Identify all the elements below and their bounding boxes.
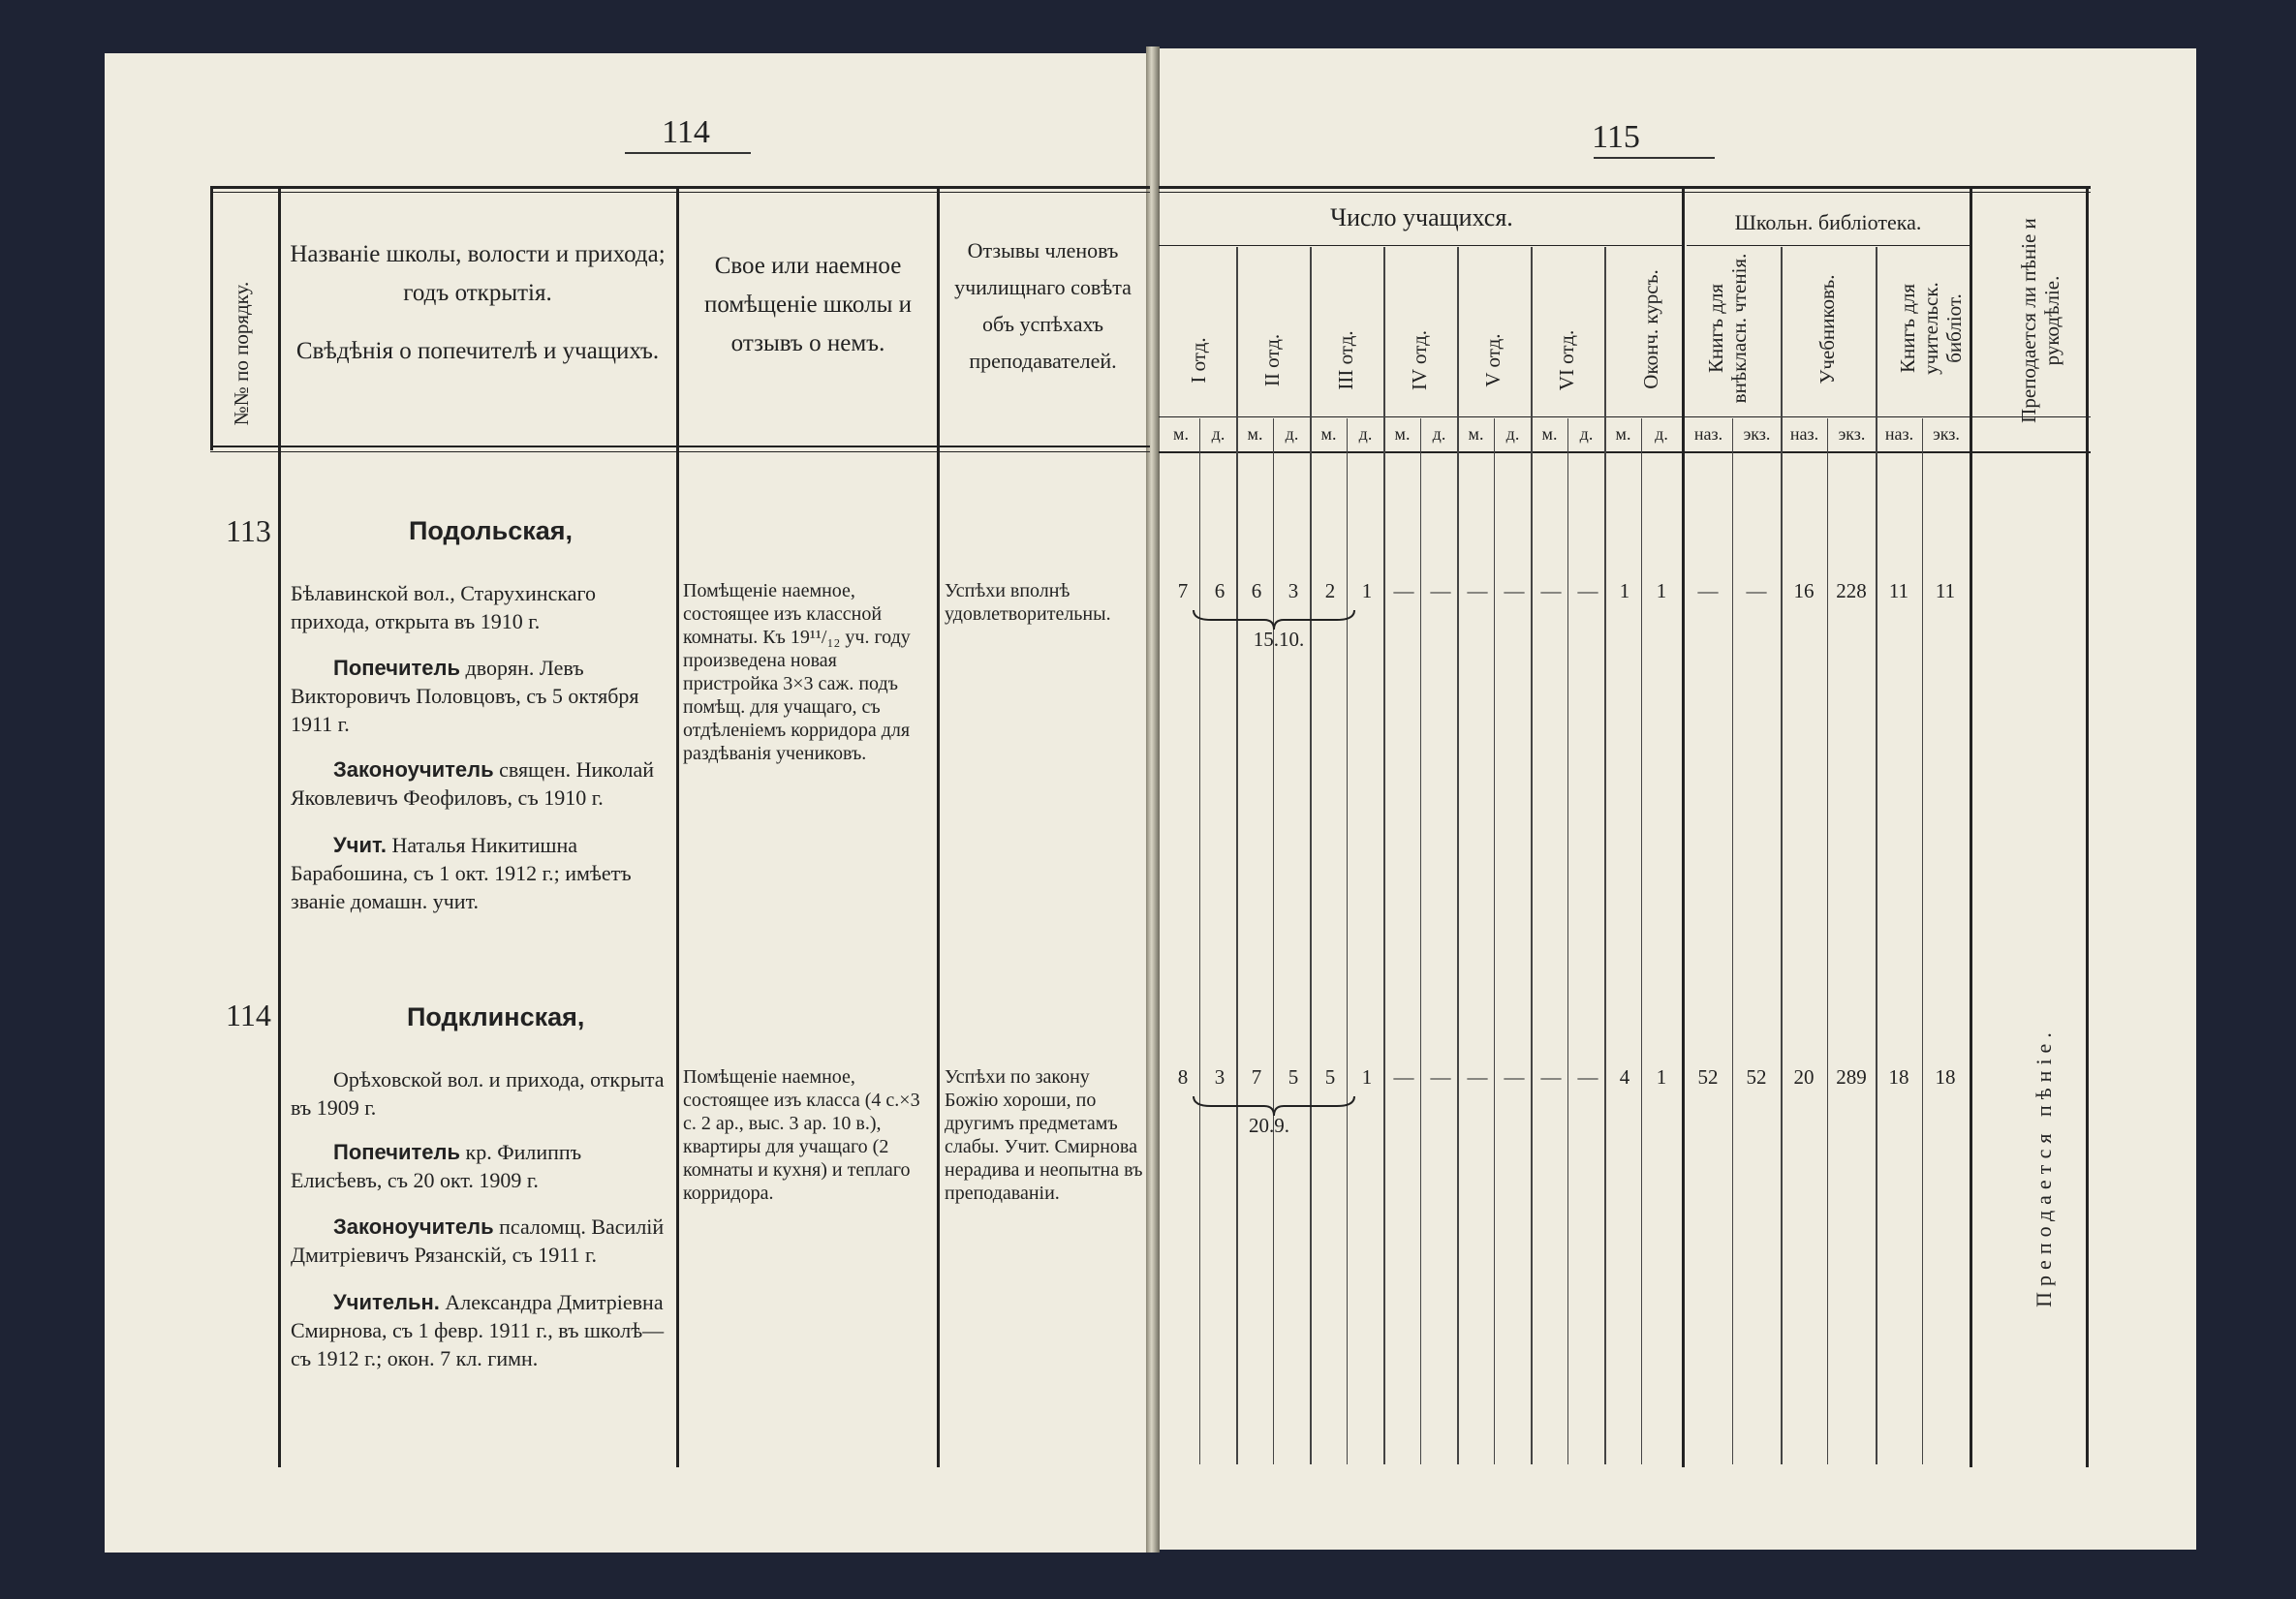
school-title: Подклинская, <box>407 1002 585 1031</box>
subheader-m: м. <box>1615 424 1631 444</box>
column-rule <box>1347 418 1348 1464</box>
header-grade-5: V отд. <box>1481 333 1505 387</box>
subheader-naz: наз. <box>1884 424 1914 444</box>
value-cell: 1 <box>1619 579 1630 602</box>
value-cell: 52 <box>1746 1065 1767 1089</box>
subheader-d: д. <box>1579 424 1594 444</box>
trustee-text: дворян. Левъ Викторовичъ Половцовъ, съ 5 октября 1911 г. <box>291 656 639 736</box>
header-grade-2: II отд. <box>1260 333 1284 387</box>
teacher-text: Александра Дмитріевна Смирнова, съ 1 февр. 1911 г., въ школѣ—съ 1912 г.; окон. 7 кл. гимн. <box>291 1290 665 1370</box>
teacher-label: Учительн. <box>333 1290 440 1314</box>
row-number: 114 <box>226 998 271 1032</box>
law-teacher-label: Законоучитель <box>333 1215 494 1239</box>
value-cell: — <box>1504 1065 1525 1089</box>
table-top-rule-thin <box>210 192 1150 193</box>
students-group-rule <box>1159 245 1682 246</box>
total-count: 20.9. <box>1249 1114 1289 1137</box>
singing-note: Преподается пѣніе. <box>2032 1027 2056 1307</box>
value-cell: — <box>1504 579 1525 602</box>
column-rule <box>210 189 213 450</box>
value-cell: 289 <box>1836 1065 1867 1089</box>
header-reviews: Отзывы членовъ училищнаго совѣта объ успѣхахъ преподавателей. <box>954 238 1132 373</box>
premises-text: Помѣщеніе наемное, состоящее изъ классной комнаты. Къ 19¹¹/₁₂ уч. году произведена новая пристройка 3×3 саж. подъ помѣщ. для учащаго, съ отдѣленіемъ корридора для раздѣванія учениковъ. <box>683 580 911 764</box>
subheader-rule <box>1159 416 2091 417</box>
subheader-naz: наз. <box>1693 424 1723 444</box>
subheader-ekz: экз. <box>1838 424 1866 444</box>
column-rule <box>1970 189 1972 1467</box>
school-opened: Бѣлавинской вол., Старухинскаго прихода, открыта въ 1910 г. <box>291 581 596 633</box>
law-teacher-info <box>291 1213 673 1269</box>
law-teacher-text: священ. Николай Яковлевичъ Феофиловъ, съ 1910 г. <box>291 757 655 810</box>
subheader-m: м. <box>1541 424 1558 444</box>
value-cell: 1 <box>1656 1065 1667 1089</box>
law-teacher-text: псаломщ. Василій Дмитріевичъ Рязанскій, съ 1911 г. <box>291 1215 665 1267</box>
teacher-label: Учит. <box>333 833 387 857</box>
value-cell: 1 <box>1361 1065 1373 1089</box>
value-cell: — <box>1746 579 1767 602</box>
header-library: Школьн. библіотека. <box>1734 210 1922 234</box>
subheader-m: м. <box>1173 424 1189 444</box>
value-cell: 7 <box>1251 1065 1262 1089</box>
page-number-right: 115 <box>1592 119 1640 155</box>
header-premises: Свое или наемное помѣщеніе школы и отзывъ о немъ. <box>703 253 912 356</box>
law-teacher-label: Законоучитель <box>333 757 494 782</box>
subheader-d: д. <box>1211 424 1226 444</box>
subheader-m: м. <box>1394 424 1411 444</box>
value-cell: 52 <box>1697 1065 1719 1089</box>
value-cell: 228 <box>1836 579 1867 602</box>
review-text: Успѣхи по закону Божію хороши, по другимъ предметамъ слабы. Учит. Смирнова нерадива и неопытна въ преподаваніи. <box>945 1066 1143 1204</box>
table-top-rule <box>210 186 1150 189</box>
subheader-d: д. <box>1655 424 1668 444</box>
teacher-text: Наталья Никитишна Барабошина, съ 1 окт. 1912 г.; имѣетъ званіе домашн. учит. <box>291 833 632 913</box>
column-rule <box>1494 418 1495 1464</box>
trustee-label: Попечитель <box>333 656 461 680</box>
premises-text: Помѣщеніе наемное, состоящее изъ класса (4 с.×3 с. 2 ар., выс. 3 ар. 10 в.), квартиры для учащаго (2 комнаты и кухня) и теплаго корридора. <box>683 1066 920 1204</box>
value-cell: 1 <box>1656 579 1667 602</box>
subheader-m: м. <box>1468 424 1484 444</box>
table-top-rule-thin <box>1159 192 2091 193</box>
value-cell: 11 <box>1888 579 1909 602</box>
subheader-m: м. <box>1247 424 1263 444</box>
header-grade-6: VI отд. <box>1555 329 1578 391</box>
column-rule <box>1732 418 1733 1464</box>
value-cell: — <box>1577 579 1598 602</box>
value-cell: — <box>1467 1065 1488 1089</box>
value-cell: 20 <box>1793 1065 1815 1089</box>
value-cell: 2 <box>1324 579 1336 602</box>
header-trustee-info: Свѣдѣнія о попечителѣ и учащихъ. <box>295 338 660 364</box>
value-cell: 5 <box>1288 1065 1299 1089</box>
subheader-d: д. <box>1285 424 1299 444</box>
header-no: №№ по порядку. <box>230 281 253 426</box>
header-students: Число учащихся. <box>1330 203 1513 231</box>
header-library-teacher: Книгъ для учительск. библіот. <box>1896 282 1966 375</box>
book-spine <box>1146 46 1160 1553</box>
header-grade-1: I отд. <box>1187 337 1210 384</box>
teacher-info <box>291 1288 673 1372</box>
total-count: 15.10. <box>1253 628 1305 651</box>
value-cell: — <box>1697 579 1719 602</box>
column-rule <box>1827 418 1828 1464</box>
column-rule <box>1273 418 1274 1464</box>
school-opened: Орѣховской вол. и прихода, открыта въ 1909 г. <box>291 1067 665 1120</box>
page-number-underline <box>625 152 751 154</box>
value-cell: 18 <box>1935 1065 1956 1089</box>
value-cell: — <box>1430 579 1451 602</box>
header-grade-4: IV отд. <box>1408 329 1431 391</box>
column-rule <box>1199 418 1200 1464</box>
column-rule <box>1922 418 1923 1464</box>
value-cell: 1 <box>1361 579 1373 602</box>
value-cell: — <box>1393 579 1414 602</box>
header-library-extra: Книгъ для внѣкласн. чтенія. <box>1704 253 1751 404</box>
value-cell: 8 <box>1177 1065 1189 1089</box>
header-school-name: Названіе школы, волости и прихода; годъ открытія. <box>290 241 666 306</box>
column-rule <box>1420 418 1421 1464</box>
trustee-info <box>291 1138 673 1194</box>
trustee-info <box>291 654 673 738</box>
subheader-ekz: экз. <box>1933 424 1960 444</box>
column-rule <box>1641 418 1642 1464</box>
teacher-info <box>291 831 673 915</box>
value-cell: 6 <box>1214 579 1226 602</box>
subheader-m: м. <box>1320 424 1337 444</box>
review-text: Успѣхи вполнѣ удовлетворительны. <box>945 580 1111 625</box>
value-cell: — <box>1577 1065 1598 1089</box>
value-cell: — <box>1393 1065 1414 1089</box>
trustee-text: кр. Филиппъ Елисѣевъ, съ 20 окт. 1909 г. <box>291 1140 582 1192</box>
column-rule <box>1567 418 1568 1464</box>
header-bottom-rule <box>1159 451 2091 453</box>
value-cell: 3 <box>1288 579 1299 602</box>
subheader-d: д. <box>1358 424 1373 444</box>
subheader-d: д. <box>1505 424 1520 444</box>
column-rule <box>278 189 281 1467</box>
value-cell: — <box>1467 579 1488 602</box>
value-cell: 16 <box>1793 579 1815 602</box>
row-number: 113 <box>226 513 271 548</box>
column-rule <box>676 189 679 1467</box>
header-bottom-rule-thin <box>210 451 1150 452</box>
column-rule <box>937 189 940 1467</box>
subheader-naz: наз. <box>1789 424 1819 444</box>
value-cell: 18 <box>1888 1065 1909 1089</box>
subheader-ekz: экз. <box>1743 424 1771 444</box>
value-cell: — <box>1540 579 1562 602</box>
value-cell: 5 <box>1324 1065 1336 1089</box>
value-cell: 7 <box>1177 579 1189 602</box>
column-rule <box>1682 189 1685 1467</box>
column-rule <box>2086 189 2089 1467</box>
header-graduates: Оконч. курсъ. <box>1639 269 1662 389</box>
value-cell: — <box>1430 1065 1451 1089</box>
page-number-underline <box>1594 157 1715 159</box>
value-cell: 4 <box>1619 1065 1630 1089</box>
value-cell: — <box>1540 1065 1562 1089</box>
header-bottom-rule <box>210 446 1150 447</box>
header-grade-3: III отд. <box>1334 330 1357 390</box>
law-teacher-info <box>291 755 673 812</box>
trustee-label: Попечитель <box>333 1140 461 1164</box>
value-cell: 11 <box>1935 579 1956 602</box>
header-singing: Преподается ли пѣніе и рукодѣліе. <box>2017 218 2063 423</box>
table-top-rule <box>1159 186 2091 189</box>
value-cell: 3 <box>1214 1065 1226 1089</box>
header-library-textbooks: Учебниковъ. <box>1815 274 1839 384</box>
page-number-left: 114 <box>662 114 710 150</box>
subheader-d: д. <box>1432 424 1446 444</box>
school-title: Подольская, <box>409 516 574 545</box>
value-cell: 6 <box>1251 579 1262 602</box>
